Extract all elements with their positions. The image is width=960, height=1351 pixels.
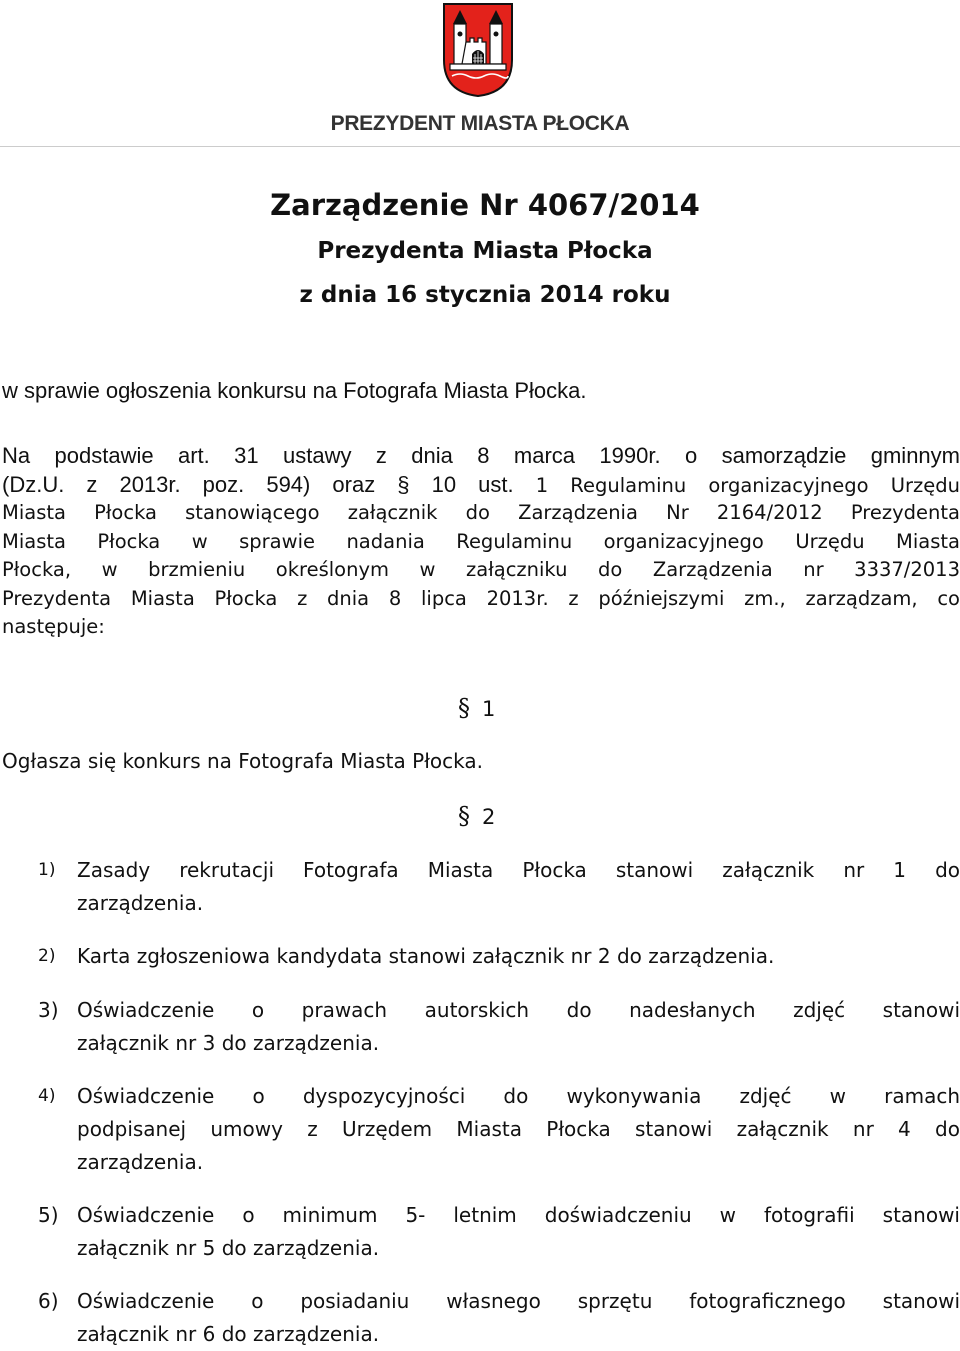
list-item-line: Oświadczenie o prawach autorskich do nadesłanych zdjęć stanowi xyxy=(77,998,960,1022)
section-heading-1 xyxy=(458,694,518,722)
list-item-line: Zasady rekrutacji Fotografa Miasta Płocka stanowi załącznik nr 1 do xyxy=(77,858,960,882)
list-item-line: załącznik nr 5 do zarządzenia. xyxy=(77,1236,380,1260)
document-title: Zarządzenie Nr 4067/2014 xyxy=(270,188,700,222)
section-1-text: Ogłasza się konkurs na Fotografa Miasta Płocka. xyxy=(2,749,483,773)
list-item-line: zarządzenia. xyxy=(77,891,204,915)
preamble-line: Na podstawie art. 31 ustawy z dnia 8 marca 1990r. o samorządzie gminnym xyxy=(2,443,960,468)
list-item-line: załącznik nr 3 do zarządzenia. xyxy=(77,1031,380,1055)
list-item-line: zarządzenia. xyxy=(77,1150,204,1174)
document-subject: w sprawie ogłoszenia konkursu na Fotografa Miasta Płocka. xyxy=(2,378,587,403)
list-item-number: 1) xyxy=(38,860,56,880)
document-issuer: Prezydenta Miasta Płocka xyxy=(317,238,653,264)
preamble-line: następuje: xyxy=(2,615,105,638)
section-symbol: § xyxy=(458,694,470,722)
preamble-line xyxy=(2,471,960,500)
list-item-line: Karta zgłoszeniowa kandydata stanowi załącznik nr 2 do zarządzenia. xyxy=(77,944,775,968)
list-item-line: podpisanej umowy z Urzędem Miasta Płocka stanowi załącznik nr 4 do xyxy=(77,1117,960,1141)
list-item-line: załącznik nr 6 do zarządzenia. xyxy=(77,1322,380,1346)
preamble-line: Miasta Płocka w sprawie nadania Regulaminu organizacyjnego Urzędu Miasta xyxy=(2,529,960,553)
preamble-line: Prezydenta Miasta Płocka z dnia 8 lipca 2013r. z późniejszymi zm., zarządzam, co xyxy=(2,586,960,610)
document-date: z dnia 16 stycznia 2014 roku xyxy=(299,282,671,308)
list-item-number: 4) xyxy=(38,1086,56,1106)
preamble-line-part: (Dz.U. z 2013r. poz. 594) oraz § 10 ust. xyxy=(2,471,514,497)
preamble-line-part: 1 Regulaminu organizacyjnego Urzędu xyxy=(513,473,960,497)
list-item-number: 2) xyxy=(38,946,56,966)
list-item-number: 3) xyxy=(38,998,59,1022)
preamble xyxy=(2,442,960,642)
list-item-number: 6) xyxy=(38,1289,59,1313)
section-symbol: § xyxy=(458,802,470,830)
preamble-line: Płocka, w brzmieniu określonym w załączniku do Zarządzenia nr 3337/2013 xyxy=(2,558,960,581)
city-crest-icon xyxy=(442,2,514,98)
list-item-line: Oświadczenie o dyspozycyjności do wykonywania zdjęć w ramach xyxy=(77,1084,960,1108)
list-item-line: Oświadczenie o minimum 5- letnim doświadczeniu w fotografii stanowi xyxy=(77,1203,960,1227)
section-number: 2 xyxy=(482,805,496,829)
office-name: PREZYDENT MIASTA PŁOCKA xyxy=(330,112,630,135)
header-divider xyxy=(0,146,960,147)
preamble-line: Miasta Płocka stanowiącego załącznik do Zarządzenia Nr 2164/2012 Prezydenta xyxy=(2,501,960,524)
list-item-number: 5) xyxy=(38,1203,59,1227)
list-item-line: Oświadczenie o posiadaniu własnego sprzętu fotograficznego stanowi xyxy=(77,1289,960,1313)
section-number: 1 xyxy=(482,697,496,721)
section-heading-2 xyxy=(458,802,518,830)
